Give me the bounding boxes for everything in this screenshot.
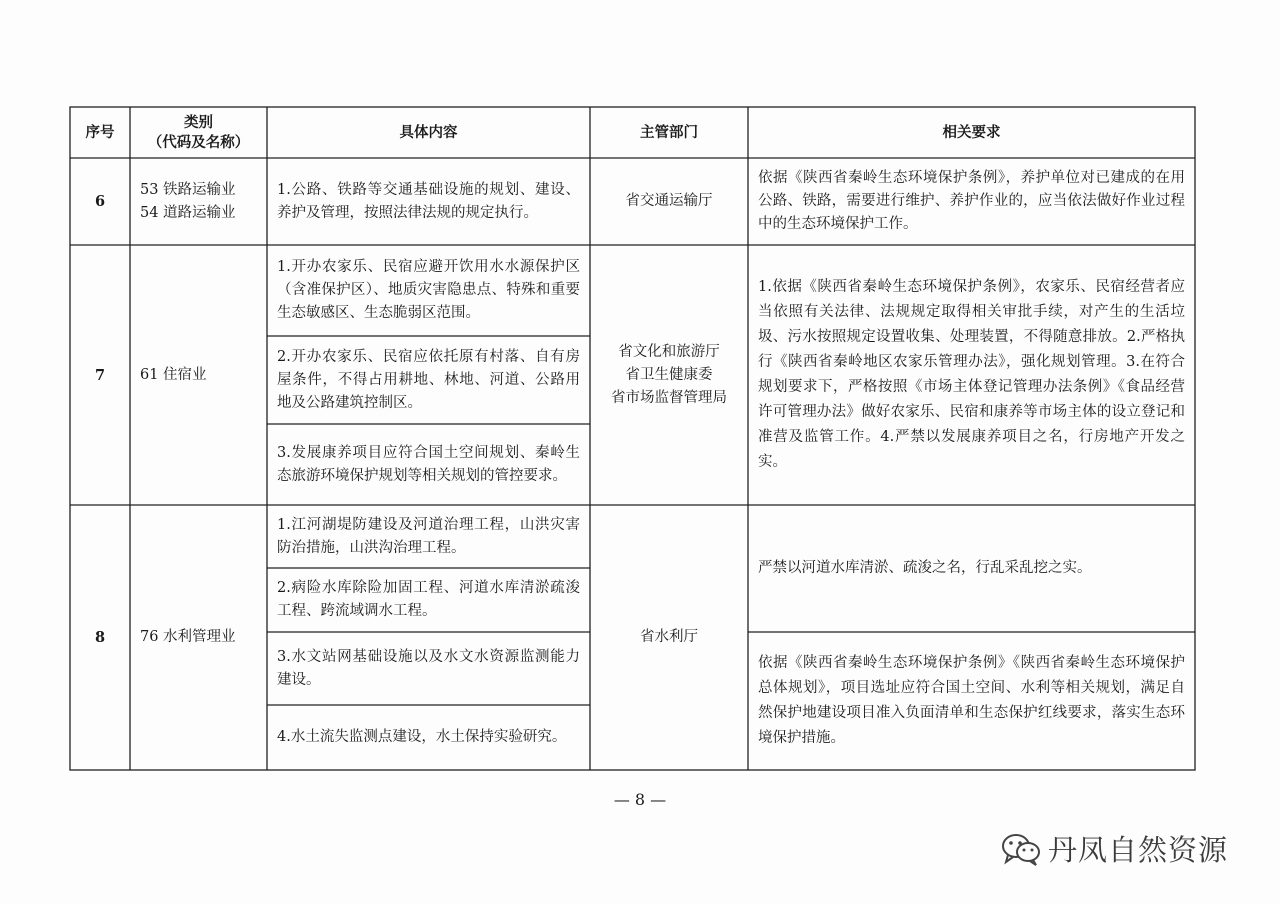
- header-category: [130, 107, 267, 158]
- row7-content-1: 1.开办农家乐、民宿应避开饮用水水源保护区（含准保护区）、地质灾害隐患点、特殊和重要生态敏感区、生态脆弱区范围。: [277, 259, 580, 321]
- row8-content-2: 2.病险水库除险加固工程、河道水库清淤疏浚工程、跨流域调水工程。: [277, 580, 580, 619]
- header-requirements: 相关要求: [942, 124, 1001, 141]
- row8-seq: 8: [94, 629, 106, 646]
- row7-department-1: 省文化和旅游厅: [618, 343, 720, 360]
- header-category-line2: （代码及名称）: [147, 134, 250, 151]
- watermark-text: 丹凤自然资源: [1048, 833, 1229, 867]
- row6-category-line2: 54 道路运输业: [140, 204, 236, 221]
- row8-department: 省水利厅: [640, 629, 698, 645]
- row8-content-1: 1.江河湖堤防建设及河道治理工程，山洪灾害防治措施，山洪沟治理工程。: [277, 516, 580, 556]
- watermark: [1000, 828, 1228, 869]
- row7-seq: 7: [94, 366, 106, 384]
- wechat-icon: [1000, 831, 1042, 867]
- page-number: — 8 —: [613, 790, 667, 809]
- row7-category: 61 住宿业: [140, 366, 207, 383]
- row8-content-3: 3.水文站网基础设施以及水文水资源监测能力建设。: [277, 648, 580, 688]
- row6-category-line1: 53 铁路运输业: [140, 181, 236, 198]
- row6-category: [130, 158, 267, 245]
- header-seq: 序号: [85, 124, 115, 141]
- row8-requirement-1: 严禁以河道水库清淤、疏浚之名，行乱采乱挖之实。: [758, 560, 1092, 576]
- header-content: 具体内容: [399, 124, 458, 141]
- row7-department-2: 省卫生健康委: [625, 366, 713, 383]
- row8-category: 76 水利管理业: [140, 629, 236, 645]
- row8-requirement-2: 依据《陕西省秦岭生态环境保护条例》《陕西省秦岭生态环境保护总体规划》，项目选址应符合国土空间、水利等相关规划，满足自然保护地建设项目准入负面清单和生态保护红线要求，落实生态环境保护措施。: [758, 655, 1185, 746]
- row7-requirement: 1.依据《陕西省秦岭生态环境保护条例》，农家乐、民宿经营者应当依照有关法律、法规规定取得相关审批手续，对产生的生活垃圾、污水按照规定设置收集、处理装置，不得随意排放。2.严格执行《陕西省秦岭地区农家乐管理办法》，强化规划管理。3.在符合规划要求下，严格按照《市场主体登记管理办法条例》《食品经营许可管理办法》做好农家乐、民宿和康养等市场主体的设立登记和准营及监管工作。4.严禁以发展康养项目之名，行房地产开发之实。: [758, 279, 1185, 470]
- header-department: 主管部门: [640, 124, 698, 141]
- row6-content-1: 1.公路、铁路等交通基础设施的规划、建设、养护及管理，按照法律法规的规定执行。: [277, 181, 580, 221]
- row7-department-3: 省市场监督管理局: [611, 389, 727, 406]
- row7-content-3: 3.发展康养项目应符合国土空间规划、秦岭生态旅游环境保护规划等相关规划的管控要求。: [277, 444, 580, 484]
- row7-department: [590, 245, 748, 505]
- row7-content-2: 2.开办农家乐、民宿应依托原有村落、自有房屋条件，不得占用耕地、林地、河道、公路用地及公路建筑控制区。: [277, 348, 580, 411]
- header-category-line1: 类别: [184, 114, 213, 131]
- row6-requirement: 依据《陕西省秦岭生态环境保护条例》，养护单位对已建成的在用公路、铁路，需要进行维护、养护作业的，应当依法做好作业过程中的生态环境保护工作。: [758, 170, 1185, 232]
- row6-seq: 6: [94, 193, 106, 210]
- row6-department: 省交通运输厅: [625, 193, 713, 209]
- row8-content-4: 4.水土流失监测点建设，水土保持实验研究。: [277, 729, 567, 745]
